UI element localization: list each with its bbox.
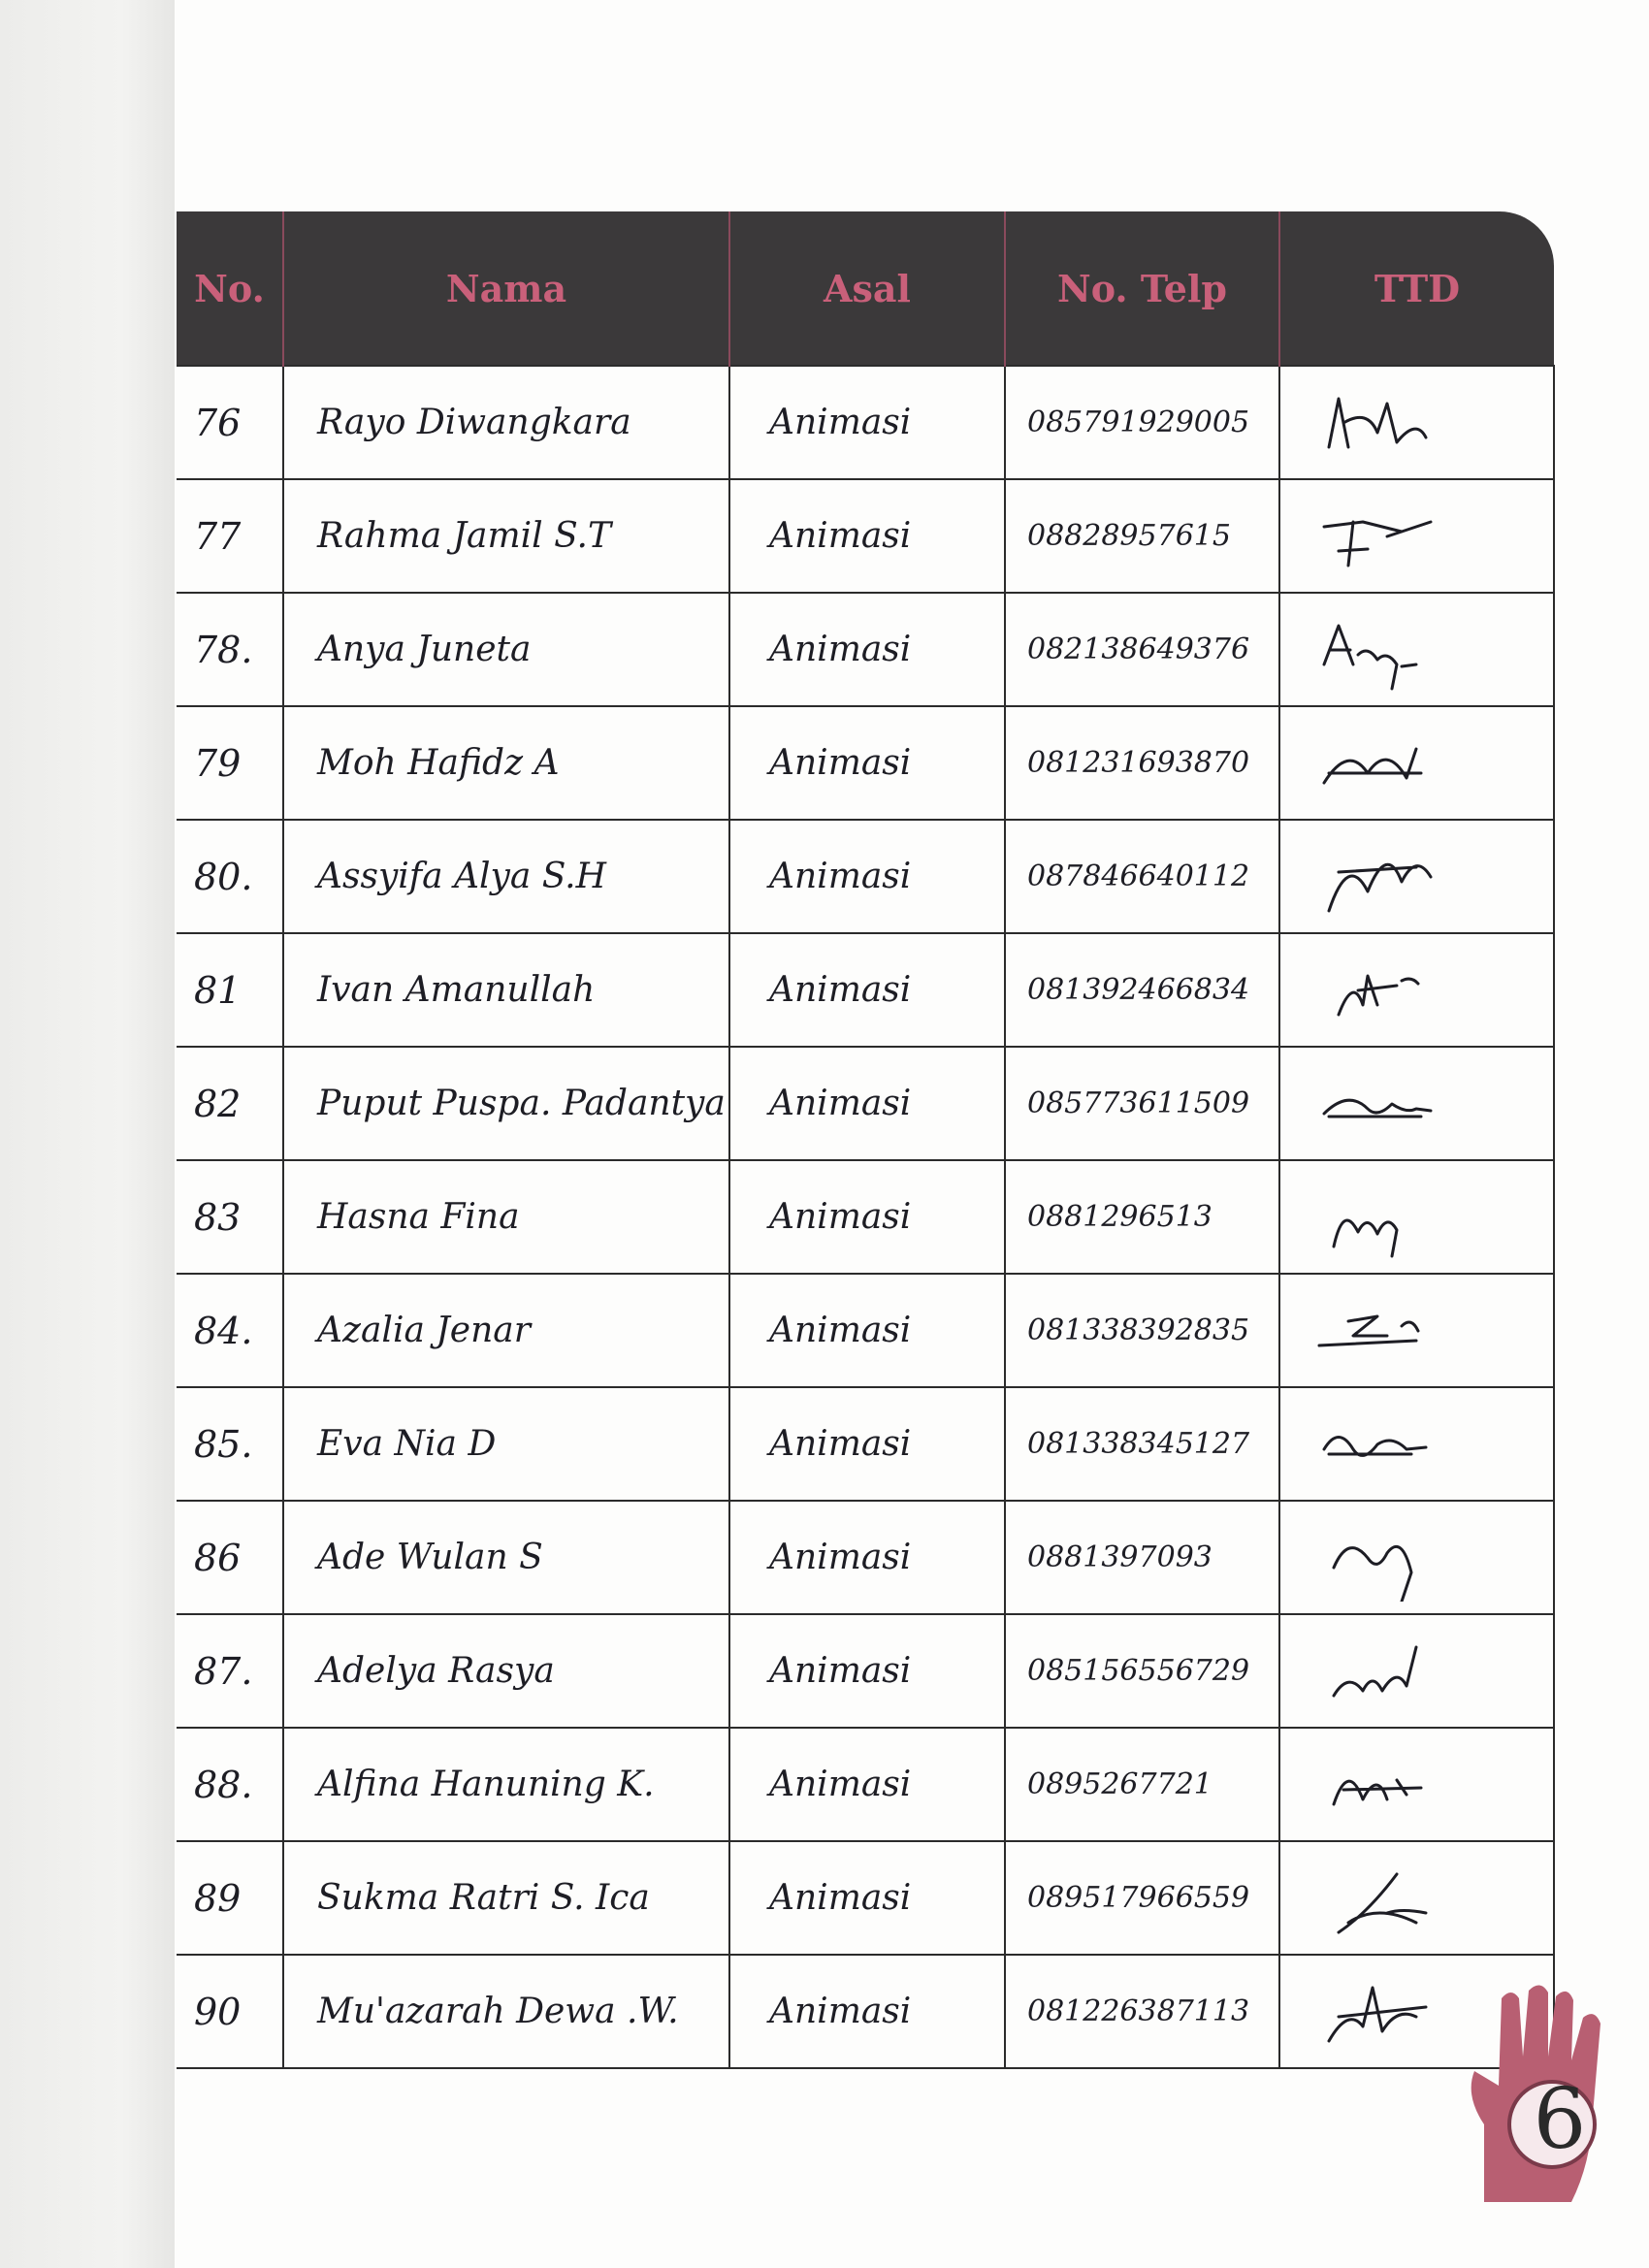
table-row xyxy=(177,933,1554,1047)
phone-number: 0881296513 xyxy=(1005,1160,1279,1274)
participant-name: Adelya Rasya xyxy=(283,1614,729,1728)
participant-name: Hasna Fina xyxy=(283,1160,729,1274)
signature-cell xyxy=(1279,1160,1554,1274)
phone-number: 085773611509 xyxy=(1005,1047,1279,1160)
phone-number: 081226387113 xyxy=(1005,1955,1279,2068)
signature-cell xyxy=(1279,820,1554,933)
participant-name: Sukma Ratri S. Ica xyxy=(283,1841,729,1955)
participant-origin: Animasi xyxy=(729,1614,1005,1728)
table-row xyxy=(177,366,1554,479)
table-row xyxy=(177,1841,1554,1955)
phone-number: 0881397093 xyxy=(1005,1501,1279,1614)
participant-name: Anya Juneta xyxy=(283,593,729,706)
participant-origin: Animasi xyxy=(729,933,1005,1047)
phone-number: 085156556729 xyxy=(1005,1614,1279,1728)
signature-cell xyxy=(1279,933,1554,1047)
participant-name: Assyifa Alya S.H xyxy=(283,820,729,933)
row-number: 84. xyxy=(177,1274,283,1387)
signature-cell xyxy=(1279,1728,1554,1841)
signature-icon xyxy=(1310,1741,1445,1829)
signature-icon xyxy=(1310,720,1445,807)
table-row xyxy=(177,593,1554,706)
signature-icon xyxy=(1310,1514,1445,1602)
signature-icon xyxy=(1310,947,1445,1034)
participant-name: Moh Hafidz A xyxy=(283,706,729,820)
signature-cell xyxy=(1279,1387,1554,1501)
table-row xyxy=(177,1728,1554,1841)
header-row xyxy=(177,211,1554,366)
table-row xyxy=(177,1614,1554,1728)
signature-cell xyxy=(1279,593,1554,706)
table-row xyxy=(177,1501,1554,1614)
header-asal: Asal xyxy=(729,211,1005,366)
signature-icon xyxy=(1310,379,1445,467)
signature-icon xyxy=(1310,1174,1445,1261)
row-number: 83 xyxy=(177,1160,283,1274)
participant-origin: Animasi xyxy=(729,1955,1005,2068)
row-number: 87. xyxy=(177,1614,283,1728)
row-number: 77 xyxy=(177,479,283,593)
signature-cell xyxy=(1279,1614,1554,1728)
signature-cell xyxy=(1279,1841,1554,1955)
phone-number: 089517966559 xyxy=(1005,1841,1279,1955)
row-number: 89 xyxy=(177,1841,283,1955)
participant-origin: Animasi xyxy=(729,1274,1005,1387)
row-number: 76 xyxy=(177,366,283,479)
participant-name: Mu'azarah Dewa .W. xyxy=(283,1955,729,2068)
participant-name: Rayo Diwangkara xyxy=(283,366,729,479)
row-number: 81 xyxy=(177,933,283,1047)
phone-number: 082138649376 xyxy=(1005,593,1279,706)
participant-origin: Animasi xyxy=(729,1728,1005,1841)
participant-origin: Animasi xyxy=(729,479,1005,593)
row-number: 82 xyxy=(177,1047,283,1160)
phone-number: 081338392835 xyxy=(1005,1274,1279,1387)
table-row xyxy=(177,820,1554,933)
phone-number: 081338345127 xyxy=(1005,1387,1279,1501)
row-number: 86 xyxy=(177,1501,283,1614)
signature-icon xyxy=(1310,1287,1445,1375)
table-row xyxy=(177,1274,1554,1387)
signature-icon xyxy=(1310,1060,1445,1148)
participant-name: Ade Wulan S xyxy=(283,1501,729,1614)
phone-number: 081231693870 xyxy=(1005,706,1279,820)
header-telp: No. Telp xyxy=(1005,211,1279,366)
table-row xyxy=(177,706,1554,820)
header-nama: Nama xyxy=(283,211,729,366)
row-number: 85. xyxy=(177,1387,283,1501)
signature-icon xyxy=(1310,1968,1445,2056)
row-number: 90 xyxy=(177,1955,283,2068)
participant-name: Rahma Jamil S.T xyxy=(283,479,729,593)
table-row xyxy=(177,1387,1554,1501)
participant-origin: Animasi xyxy=(729,820,1005,933)
participant-origin: Animasi xyxy=(729,706,1005,820)
row-number: 78. xyxy=(177,593,283,706)
participant-origin: Animasi xyxy=(729,1501,1005,1614)
signature-icon xyxy=(1310,1628,1445,1715)
page-number: 6 xyxy=(1533,2071,1587,2168)
participant-origin: Animasi xyxy=(729,1841,1005,1955)
phone-number: 087846640112 xyxy=(1005,820,1279,933)
signature-cell xyxy=(1279,1274,1554,1387)
participant-name: Alfina Hanuning K. xyxy=(283,1728,729,1841)
signature-icon xyxy=(1310,1401,1445,1488)
participant-name: Eva Nia D xyxy=(283,1387,729,1501)
table-row xyxy=(177,1955,1554,2068)
left-page-margin xyxy=(0,0,175,2268)
signature-icon xyxy=(1310,493,1445,580)
participant-origin: Animasi xyxy=(729,1387,1005,1501)
participant-origin: Animasi xyxy=(729,1160,1005,1274)
participant-name: Puput Puspa. Padantya xyxy=(283,1047,729,1160)
signature-cell xyxy=(1279,1501,1554,1614)
phone-number: 0895267721 xyxy=(1005,1728,1279,1841)
row-number: 88. xyxy=(177,1728,283,1841)
participant-origin: Animasi xyxy=(729,593,1005,706)
signature-cell xyxy=(1279,706,1554,820)
participant-origin: Animasi xyxy=(729,366,1005,479)
phone-number: 081392466834 xyxy=(1005,933,1279,1047)
attendance-table xyxy=(177,211,1555,2069)
header-ttd: TTD xyxy=(1279,211,1554,366)
row-number: 80. xyxy=(177,820,283,933)
header-no: No. xyxy=(177,211,283,366)
row-number: 79 xyxy=(177,706,283,820)
phone-number: 08828957615 xyxy=(1005,479,1279,593)
signature-icon xyxy=(1310,833,1445,921)
table-row xyxy=(177,479,1554,593)
signature-cell xyxy=(1279,479,1554,593)
participant-origin: Animasi xyxy=(729,1047,1005,1160)
signature-cell xyxy=(1279,366,1554,479)
phone-number: 085791929005 xyxy=(1005,366,1279,479)
table-row xyxy=(177,1160,1554,1274)
signature-icon xyxy=(1310,1855,1445,1942)
participant-name: Azalia Jenar xyxy=(283,1274,729,1387)
signature-icon xyxy=(1310,606,1445,694)
signature-cell xyxy=(1279,1047,1554,1160)
participant-name: Ivan Amanullah xyxy=(283,933,729,1047)
table-row xyxy=(177,1047,1554,1160)
